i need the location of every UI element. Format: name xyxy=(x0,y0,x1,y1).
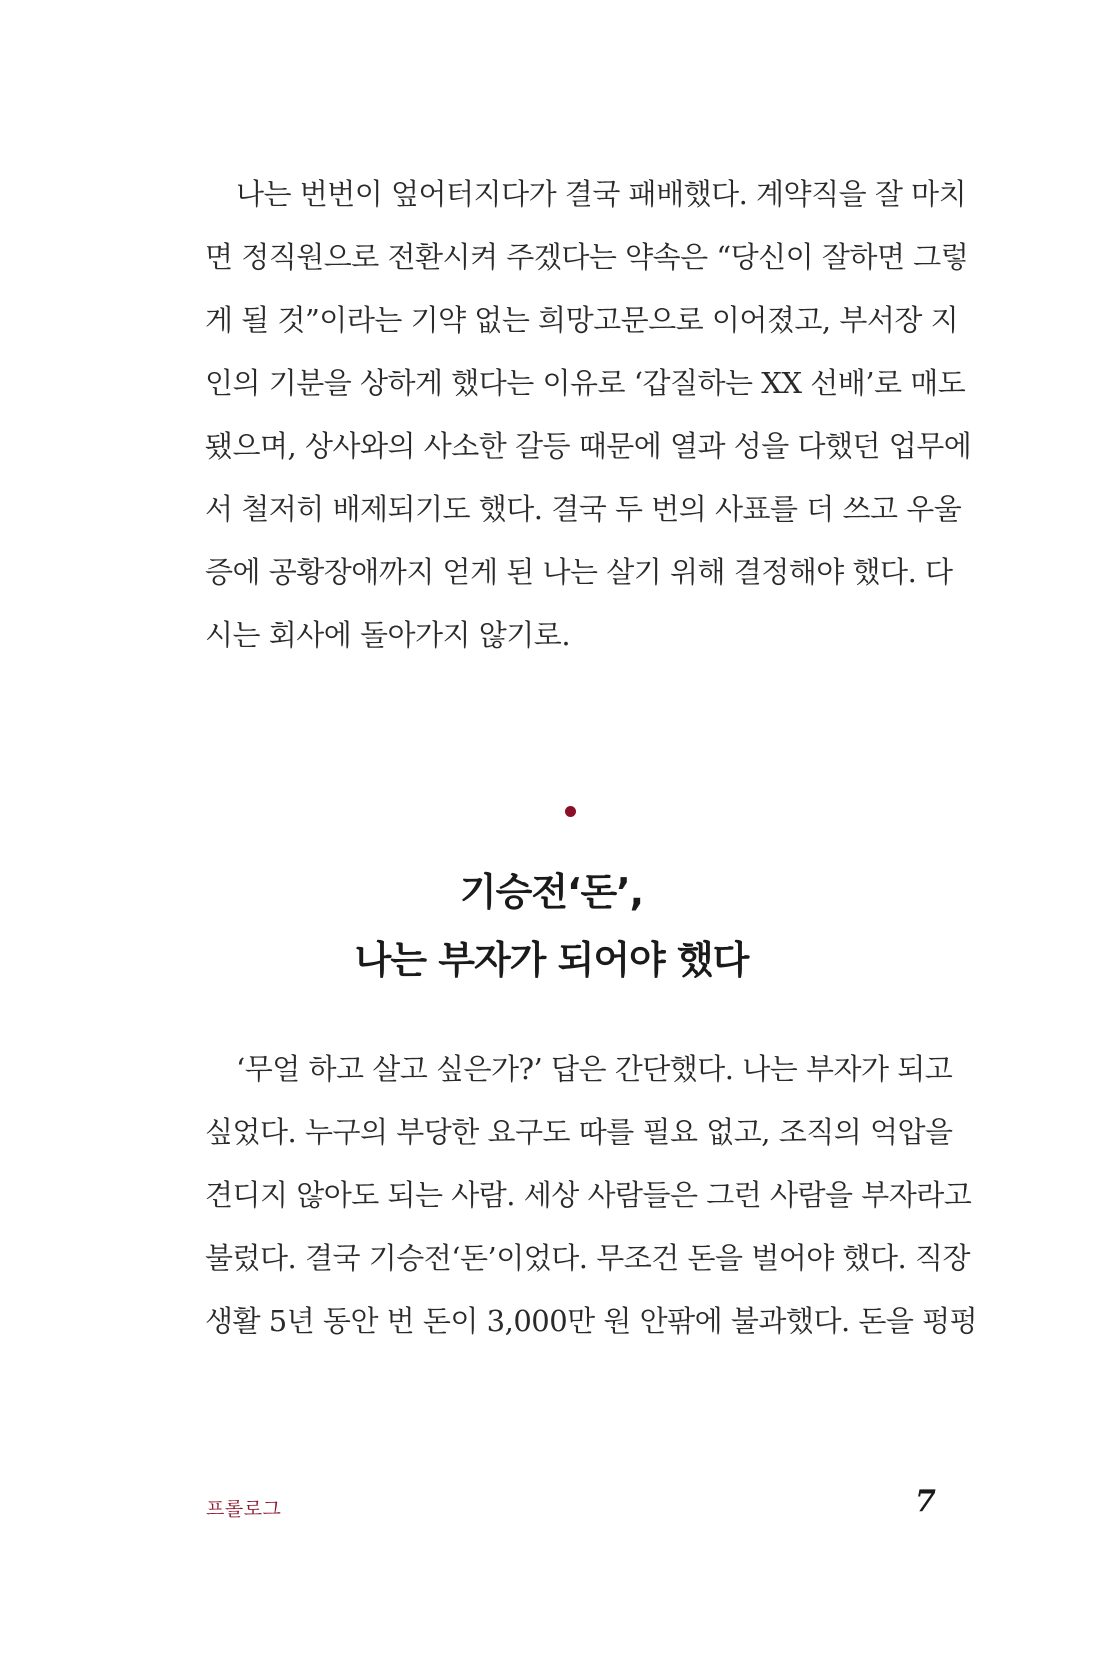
paragraph-line: 나는 번번이 엎어터지다가 결국 패배했다. 계약직을 잘 마치 xyxy=(236,177,967,211)
paragraph-line: 인의 기분을 상하게 했다는 이유로 ‘갑질하는 XX 선배’로 매도 xyxy=(205,366,966,400)
section-heading-line: 기승전‘돈’, xyxy=(459,870,644,914)
paragraph-line: 게 될 것”이라는 기약 없는 희망고문으로 이어졌고, 부서장 지 xyxy=(205,303,959,337)
paragraph-line: 됐으며, 상사와의 사소한 갈등 때문에 열과 성을 다했던 업무에 xyxy=(205,429,972,463)
body-paragraph-2 xyxy=(205,1038,978,1353)
section-divider-dot xyxy=(565,806,576,817)
paragraph-line: 생활 5년 동안 번 돈이 3,000만 원 안팎에 불과했다. 돈을 펑펑 xyxy=(205,1304,978,1338)
section-heading xyxy=(0,858,1103,994)
running-footer-section-label: 프롤로그 xyxy=(206,1498,282,1520)
paragraph-line: 견디지 않아도 되는 사람. 세상 사람들은 그런 사람을 부자라고 xyxy=(205,1178,972,1212)
paragraph-line: 면 정직원으로 전환시켜 주겠다는 약속은 “당신이 잘하면 그렇 xyxy=(205,240,969,274)
paragraph-line: 싶었다. 누구의 부당한 요구도 따를 필요 없고, 조직의 억압을 xyxy=(205,1115,953,1149)
paragraph-line: ‘무얼 하고 살고 싶은가?’ 답은 간단했다. 나는 부자가 되고 xyxy=(236,1052,953,1086)
paragraph-line: 시는 회사에 돌아가지 않기로. xyxy=(205,618,571,652)
page-number: 7 xyxy=(915,1484,936,1519)
paragraph-line: 불렀다. 결국 기승전‘돈’이었다. 무조건 돈을 벌어야 했다. 직장 xyxy=(205,1241,970,1275)
paragraph-line: 서 철저히 배제되기도 했다. 결국 두 번의 사표를 더 쓰고 우울 xyxy=(205,492,962,526)
paragraph-line: 증에 공황장애까지 얻게 된 나는 살기 위해 결정해야 했다. 다 xyxy=(205,555,953,589)
section-heading-line: 나는 부자가 되어야 했다 xyxy=(354,938,749,982)
body-paragraph-1 xyxy=(205,163,972,667)
